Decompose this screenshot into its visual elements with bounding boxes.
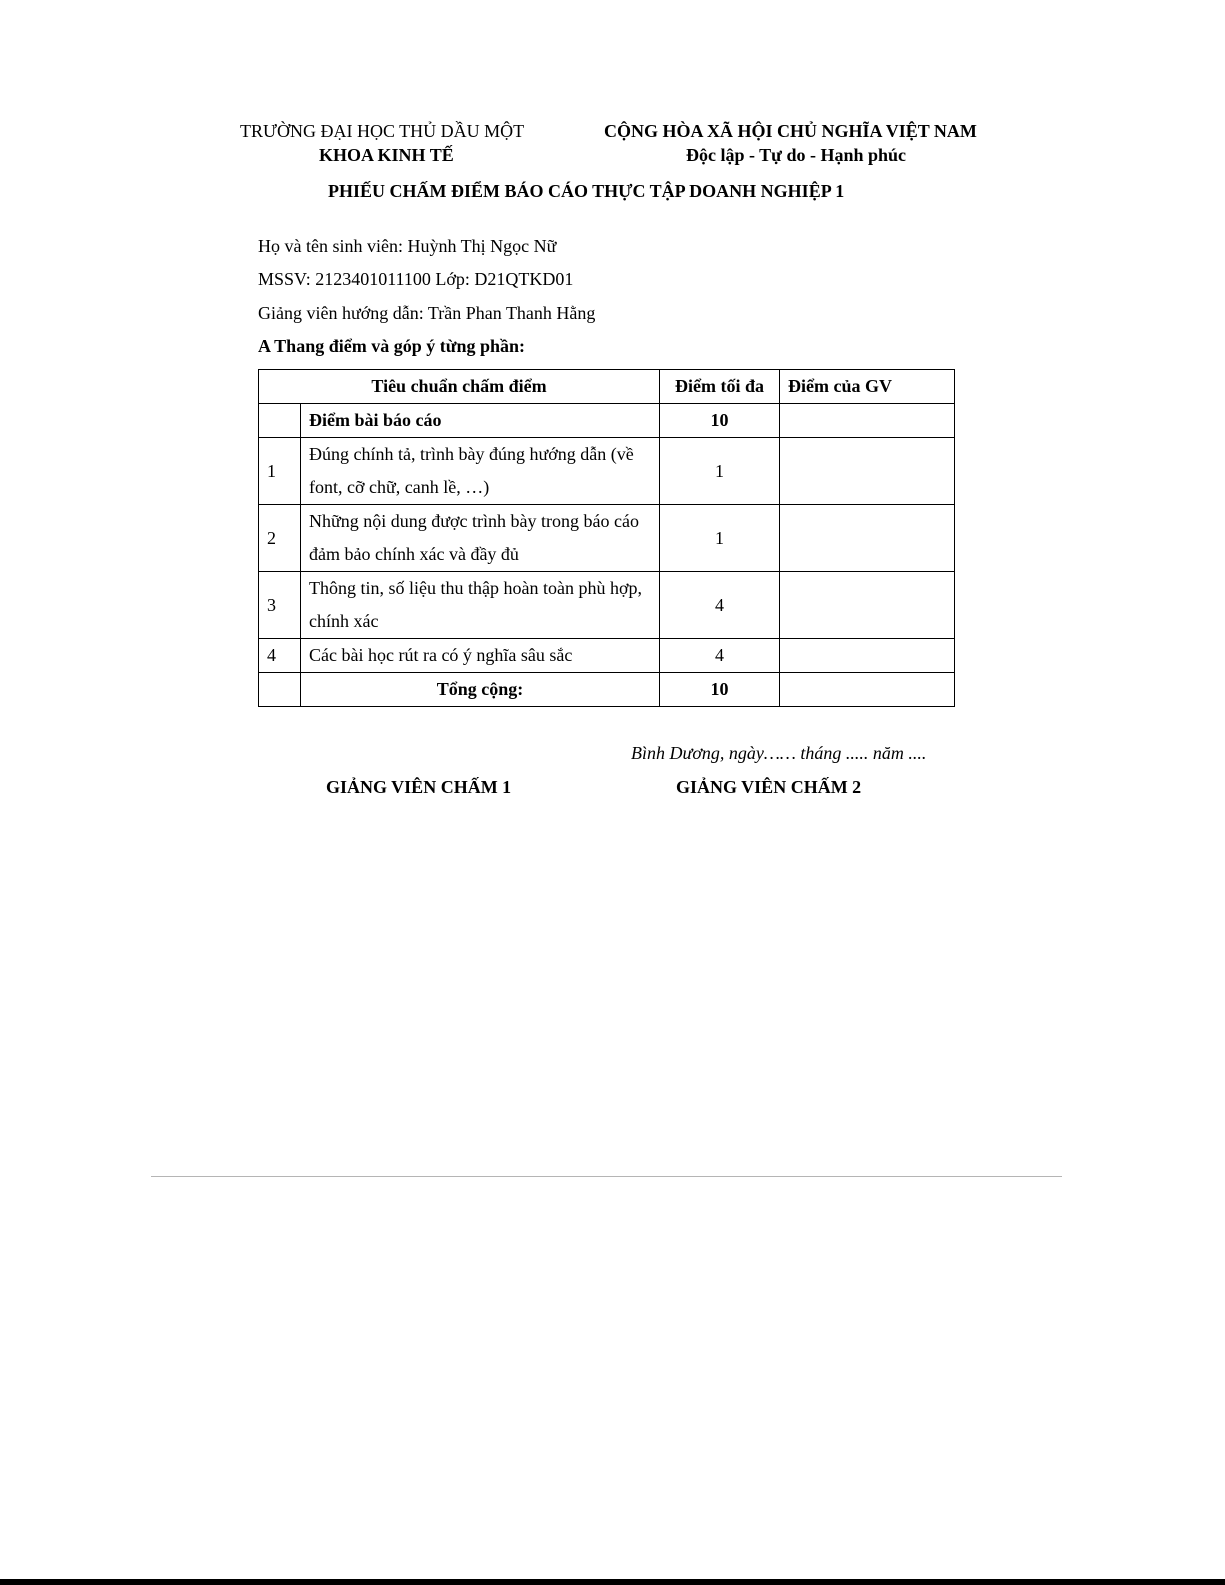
row-number: 2	[259, 505, 301, 572]
row-number: 1	[259, 438, 301, 505]
gv-total-cell[interactable]	[780, 673, 955, 707]
form-title: PHIẾU CHẤM ĐIỂM BÁO CÁO THỰC TẬP DOANH NGHIỆP 1	[328, 181, 845, 201]
advisor-name: Giảng viên hướng dẫn: Trần Phan Thanh Hằng	[258, 303, 596, 323]
gv-score-cell[interactable]	[780, 438, 955, 505]
table-row	[259, 572, 955, 639]
total-label: Tổng cộng:	[301, 673, 660, 707]
grading-table	[258, 369, 955, 707]
gv-score-cell[interactable]	[780, 404, 955, 438]
gv-score-cell[interactable]	[780, 505, 955, 572]
row-number	[259, 673, 301, 707]
criterion-text: Thông tin, số liệu thu thập hoàn toàn phù hợp, chính xác	[301, 572, 660, 639]
row-number: 4	[259, 639, 301, 673]
table-row	[259, 404, 955, 438]
table-row	[259, 505, 955, 572]
group-label: Điểm bài báo cáo	[301, 404, 660, 438]
criterion-text: Các bài học rút ra có ý nghĩa sâu sắc	[301, 639, 660, 673]
country-name: CỘNG HÒA XÃ HỘI CHỦ NGHĨA VIỆT NAM	[604, 121, 977, 141]
total-max-score: 10	[660, 673, 780, 707]
row-number	[259, 404, 301, 438]
student-id-class: MSSV: 2123401011100 Lớp: D21QTKD01	[258, 269, 574, 289]
group-max-score: 10	[660, 404, 780, 438]
table-total-row	[259, 673, 955, 707]
signer-2: GIẢNG VIÊN CHẤM 2	[676, 777, 862, 797]
gv-score-cell[interactable]	[780, 572, 955, 639]
bottom-bar	[0, 1579, 1225, 1585]
table-header-row	[259, 370, 955, 404]
criterion-text: Những nội dung được trình bày trong báo cáo đảm bảo chính xác và đầy đủ	[301, 505, 660, 572]
national-motto: Độc lập - Tự do - Hạnh phúc	[686, 145, 907, 165]
max-score: 4	[660, 572, 780, 639]
date-line: Bình Dương, ngày…… tháng ..... năm ....	[631, 743, 927, 763]
gv-score-cell[interactable]	[780, 639, 955, 673]
max-score: 1	[660, 438, 780, 505]
table-row	[259, 438, 955, 505]
page-divider	[151, 1176, 1062, 1177]
header-criteria: Tiêu chuẩn chấm điểm	[259, 370, 660, 404]
school-name: TRƯỜNG ĐẠI HỌC THỦ DẦU MỘT	[240, 121, 525, 141]
row-number: 3	[259, 572, 301, 639]
signer-1: GIẢNG VIÊN CHẤM 1	[326, 777, 512, 797]
section-a-heading: A Thang điểm và góp ý từng phần:	[258, 336, 526, 356]
criterion-text: Đúng chính tả, trình bày đúng hướng dẫn (về font, cỡ chữ, canh lề, …)	[301, 438, 660, 505]
max-score: 1	[660, 505, 780, 572]
student-name: Họ và tên sinh viên: Huỳnh Thị Ngọc Nữ	[258, 236, 557, 256]
header-gv-score: Điểm của GV	[780, 370, 955, 404]
table-row	[259, 639, 955, 673]
max-score: 4	[660, 639, 780, 673]
faculty-name: KHOA KINH TẾ	[319, 145, 454, 165]
header-max-score: Điểm tối đa	[660, 370, 780, 404]
